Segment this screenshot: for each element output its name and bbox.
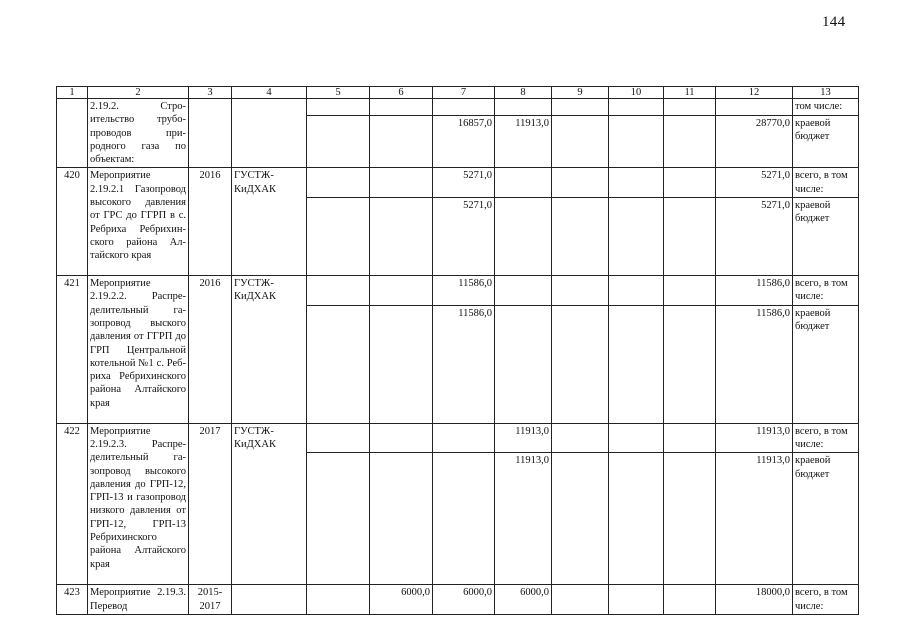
value-cell: 6000,0 (433, 585, 495, 615)
row-executor: ГУСТЖКиДХАК (232, 423, 307, 585)
col-header: 6 (370, 87, 433, 99)
table-row (57, 423, 859, 453)
row-year: 2016 (189, 168, 232, 276)
row-year (189, 99, 232, 168)
budget-table (56, 86, 859, 615)
value-cell: 11586,0 (433, 276, 495, 306)
col-header: 11 (664, 87, 716, 99)
table-row (57, 99, 859, 116)
row-title: Мероприятие 2.19.2.1 Газопровод высокого давления от ГРС до ГГРП в с. Ребриха Ребрихинского района Алтайского края (88, 168, 189, 276)
row-number: 423 (57, 585, 88, 615)
value-cell: 5271,0 (433, 168, 495, 198)
row-number: 422 (57, 423, 88, 585)
value-cell: 11913,0 (716, 453, 793, 585)
funding-label: краевой бюджет (793, 115, 859, 168)
funding-label: всего, в том числе: (793, 423, 859, 453)
funding-label: всего, в том числе: (793, 276, 859, 306)
funding-label: всего, в том числе: (793, 168, 859, 198)
funding-label: краевой бюджет (793, 305, 859, 423)
value-cell: 16857,0 (433, 115, 495, 168)
page-number: 144 (822, 14, 846, 30)
funding-label: том числе: (793, 99, 859, 116)
value-cell: 5271,0 (716, 168, 793, 198)
col-header: 3 (189, 87, 232, 99)
row-title: Мероприятие 2.19.2.2. Распределительный газопровод выского давления от ГГРП до ГРП Центральной котельной №1 с. Ребриха Ребрихинского района Алтайского края (88, 276, 189, 424)
row-number: 421 (57, 276, 88, 424)
row-year: 2016 (189, 276, 232, 424)
row-executor: ГУСТЖКиДХАК (232, 168, 307, 276)
table-row (57, 276, 859, 306)
col-header: 13 (793, 87, 859, 99)
row-title: Мероприятие 2.19.3. Перевод (88, 585, 189, 615)
col-header: 12 (716, 87, 793, 99)
value-cell: 11586,0 (716, 305, 793, 423)
value-cell: 5271,0 (433, 198, 495, 276)
col-header: 5 (307, 87, 370, 99)
col-header: 7 (433, 87, 495, 99)
col-header: 8 (495, 87, 552, 99)
col-header: 1 (57, 87, 88, 99)
row-title: 2.19.2. Строительство трубопроводов природного газа по объектам: (88, 99, 189, 168)
row-number: 420 (57, 168, 88, 276)
col-header: 10 (609, 87, 664, 99)
value-cell: 11913,0 (495, 423, 552, 453)
value-cell: 11586,0 (433, 305, 495, 423)
table-row (57, 168, 859, 198)
header-row (57, 87, 859, 99)
funding-label: краевой бюджет (793, 453, 859, 585)
row-executor (232, 99, 307, 168)
funding-label: всего, в том числе: (793, 585, 859, 615)
row-year: 2017 (189, 423, 232, 585)
value-cell: 11913,0 (716, 423, 793, 453)
value-cell: 11586,0 (716, 276, 793, 306)
row-title: Мероприятие 2.19.2.3. Распределительный газопровод высокого давления до ГРП-12, ГРП-13 и газопровод низкого давления от ГРП-12, ГРП-13 Ребрихинского района Алтайского края (88, 423, 189, 585)
value-cell: 28770,0 (716, 115, 793, 168)
value-cell: 6000,0 (495, 585, 552, 615)
col-header: 9 (552, 87, 609, 99)
funding-label: краевой бюджет (793, 198, 859, 276)
value-cell: 5271,0 (716, 198, 793, 276)
value-cell: 6000,0 (370, 585, 433, 615)
value-cell: 11913,0 (495, 115, 552, 168)
row-number (57, 99, 88, 168)
value-cell: 11913,0 (495, 453, 552, 585)
row-executor: ГУСТЖКиДХАК (232, 276, 307, 424)
col-header: 4 (232, 87, 307, 99)
table-row (57, 585, 859, 615)
row-year: 2015-2017 (189, 585, 232, 615)
col-header: 2 (88, 87, 189, 99)
value-cell: 18000,0 (716, 585, 793, 615)
